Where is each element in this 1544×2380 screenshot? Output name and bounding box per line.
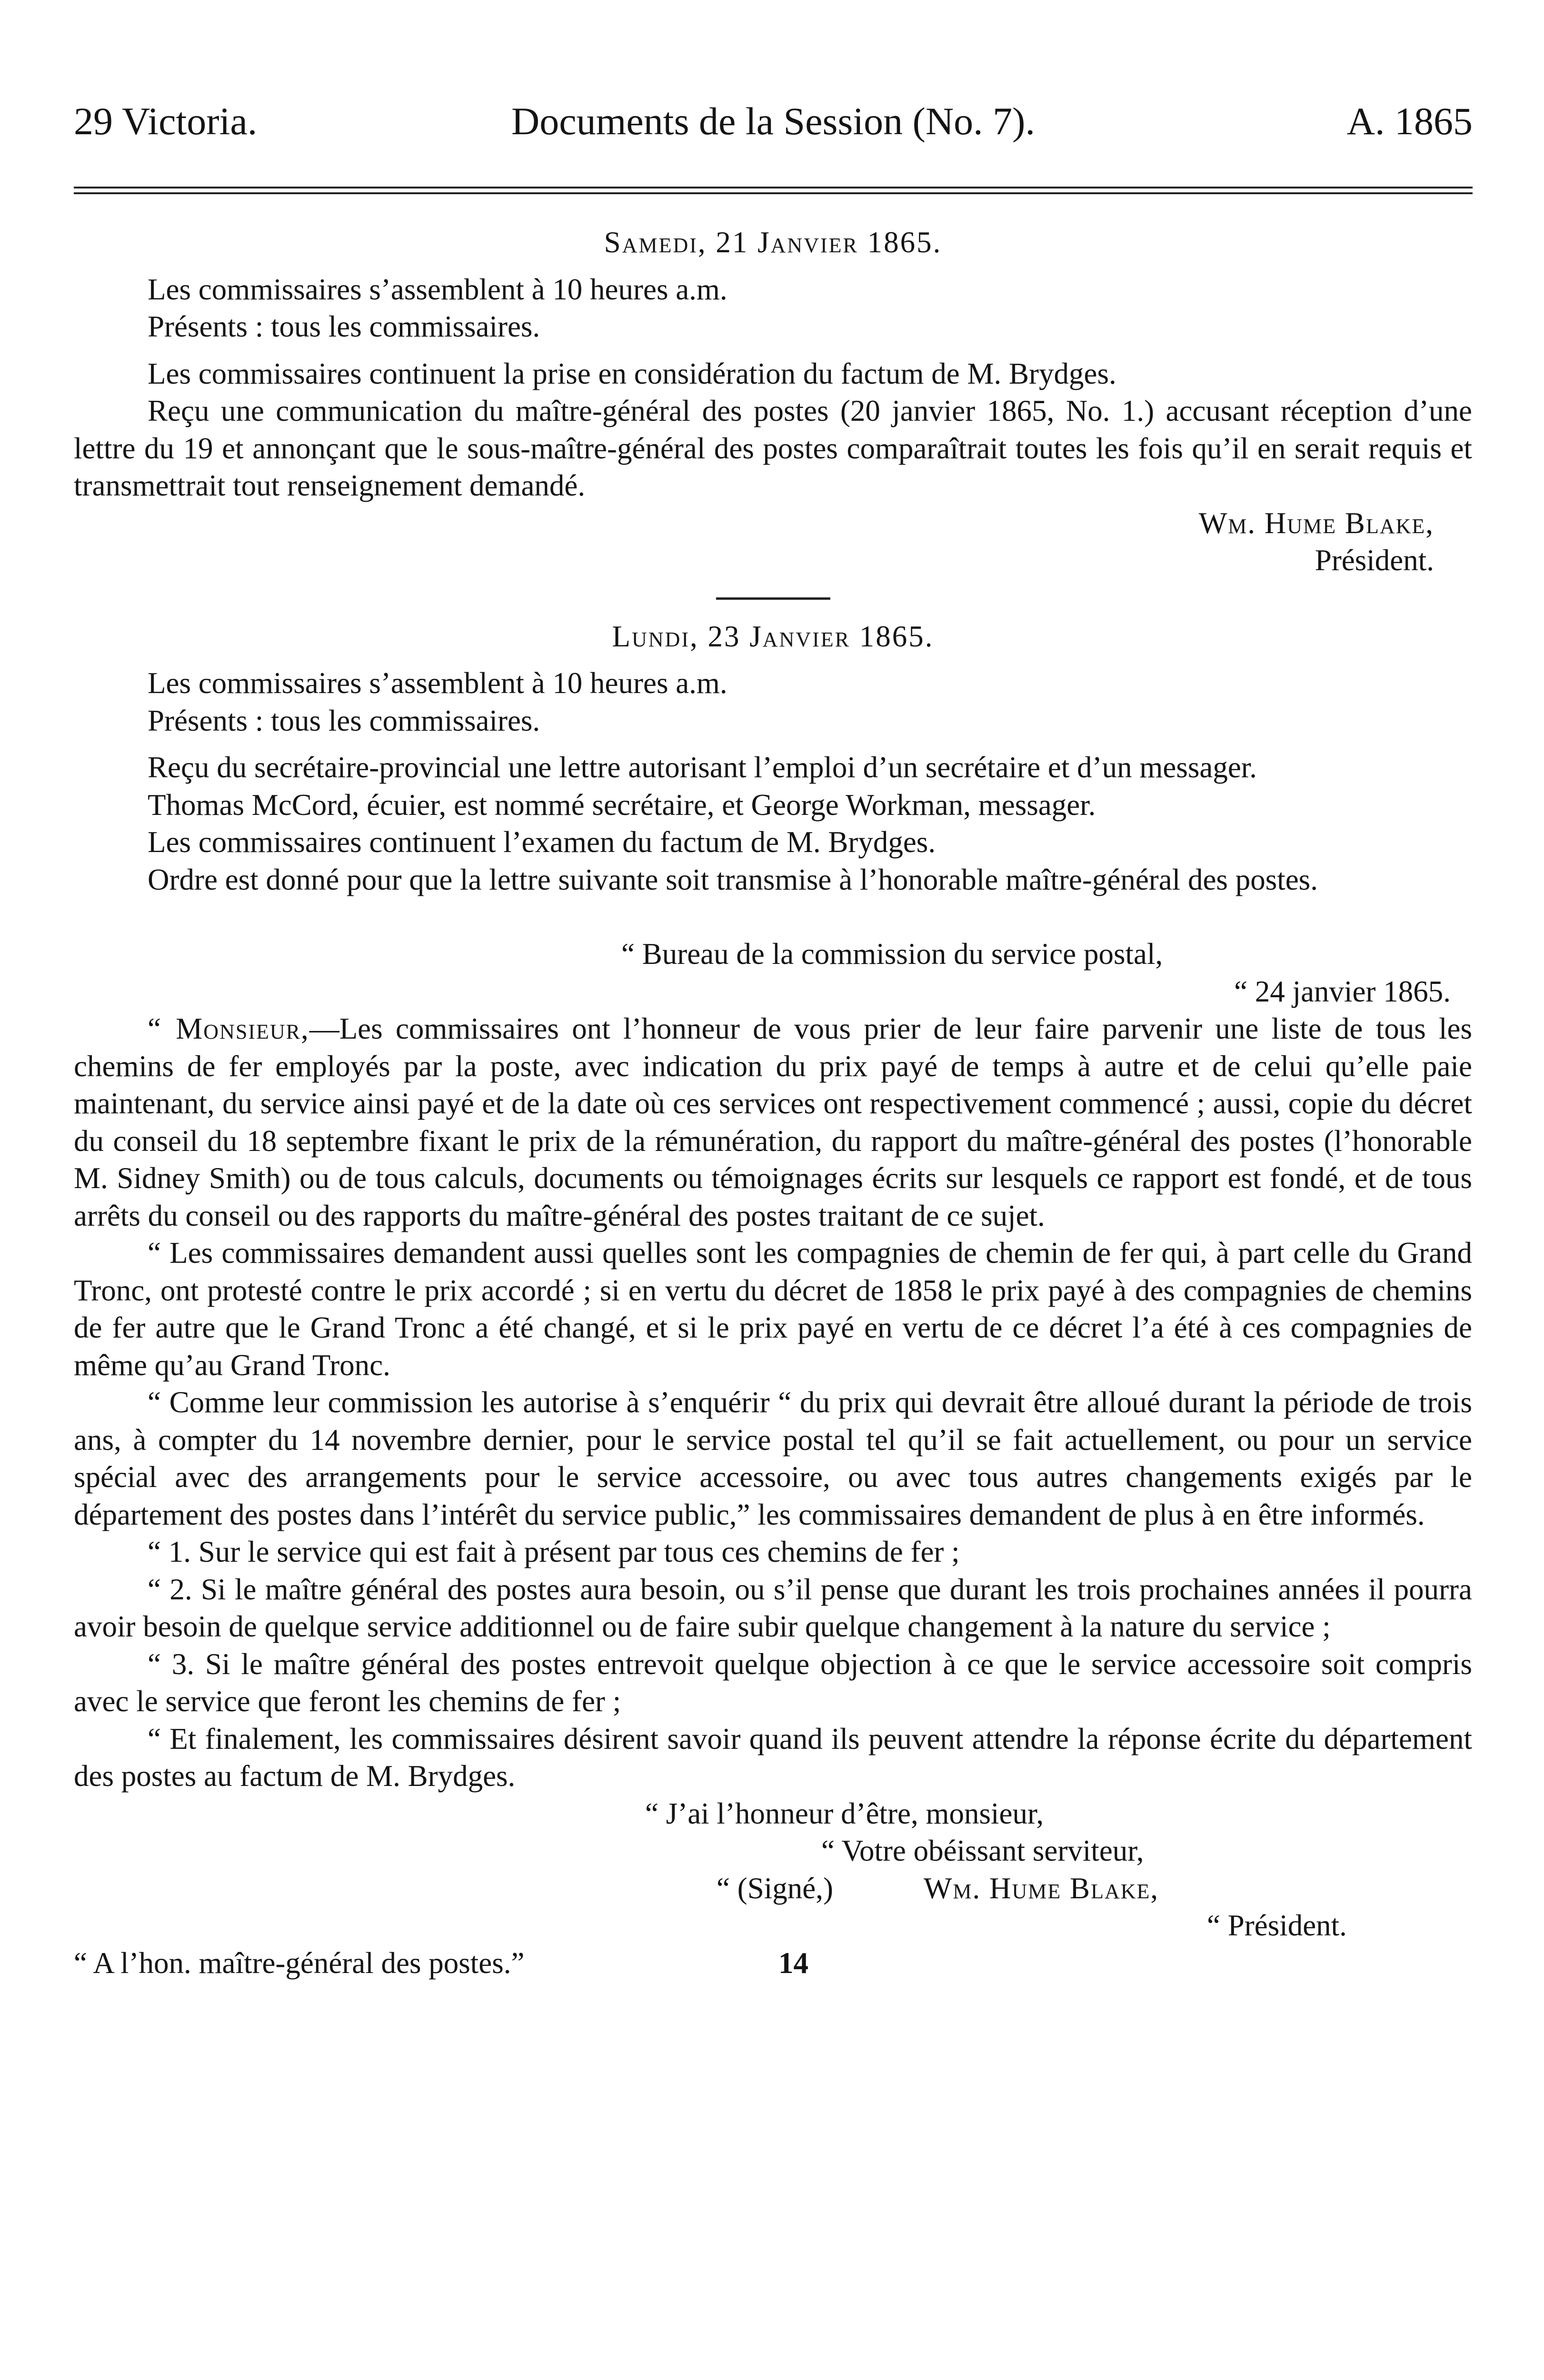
letter-signed-label: “ (Signé,): [717, 1871, 833, 1905]
letter-signature-line: [74, 1870, 1472, 1907]
letter-paragraph-3: “ Comme leur commission les autorise à s’enquérir “ du prix qui devrait être alloué durant la période de trois ans, à compter du 14 novembre dernier, pour le service postal tel qu’il se fait actuellement, ou pour un service spécial avec des arrangements pour le service accessoire, ou avec tous autres changements exigés par le département des postes dans l’intérêt du service public,” les commissaires demandent de plus à en être informés.: [74, 1386, 1472, 1531]
header-title: Documents de la Session (No. 7).: [511, 99, 1035, 143]
lundi-paragraph-4: Ordre est donné pour que la lettre suivante soit transmise à l’honorable maître-général des postes.: [148, 863, 1318, 896]
letter-footer-line: [74, 1944, 1472, 1987]
samedi-paragraph-1: Les commissaires continuent la prise en considération du factum de M. Brydges.: [148, 357, 1116, 390]
letter-item-3: “ 3. Si le maître général des postes entrevoit quelque objection à ce que le service accessoire soit compris avec le service que feront les chemins de fer ;: [74, 1647, 1472, 1718]
letter-item-2: “ 2. Si le maître général des postes aura besoin, ou s’il pense que durant les trois prochaines années il pourra avoir besoin de quelque service additionnel ou de faire subir quelque changement à la nature du service ;: [74, 1572, 1472, 1643]
lundi-line-1: Les commissaires s’assemblent à 10 heures a.m.: [148, 666, 727, 700]
letter-closing-1: “ J’ai l’honneur d’être, monsieur,: [645, 1796, 1044, 1830]
lundi-line-2: Présents : tous les commissaires.: [148, 704, 540, 737]
letter-item-1: “ 1. Sur le service qui est fait à présent par tous ces chemins de fer ;: [148, 1535, 960, 1568]
header-rule-bottom: [74, 192, 1473, 194]
lundi-paragraph-2: Thomas McCord, écuier, est nommé secrétaire, et George Workman, messager.: [148, 788, 1096, 822]
samedi-line-2: Présents : tous les commissaires.: [148, 310, 540, 343]
lundi-heading: Lundi, 23 Janvier 1865.: [612, 619, 934, 653]
letter-signed-name: Wm. Hume Blake,: [923, 1871, 1159, 1905]
letter-paragraph-final: “ Et finalement, les commissaires désirent savoir quand ils peuvent attendre la réponse écrite du département des postes au factum de M. Brydges.: [74, 1722, 1472, 1793]
letter-addressee: “ A l’hon. maître-général des postes.”: [74, 1946, 525, 1980]
letter-paragraph-2: “ Les commissaires demandent aussi quelles sont les compagnies de chemin de fer qui, à part celle du Grand Tronc, ont protesté contre le prix accordé ; si en vertu du décret de 1858 le prix payé à des compagnies de chemins de fer autre que le Grand Tronc a été changé, et si le prix payé en vertu de ce décret l’a été à ces compagnies de même qu’au Grand Tronc.: [74, 1236, 1472, 1382]
samedi-signature-title: Président.: [1315, 544, 1434, 577]
letter-paragraph-1: [74, 1010, 1472, 1234]
letter-address: “ Bureau de la commission du service postal,: [621, 937, 1163, 971]
letter-paragraph-1-text: —Les commissaires ont l’honneur de vous prier de leur faire parvenir une liste de tous les chemins de fer employés par la poste, avec indication du prix payé de temps à autre et de celui qu’elle paie maintenant, du service ainsi payé et de la date où ces services ont respectivement commencé ; aussi, copie du décret du conseil du 18 septembre fixant le prix de la rémunération, du rapport du maître-général des postes (l’honorable M. Sidney Smith) ou de tous calculs, documents ou témoignages écrits sur lesquels ce rapport est fondé, et de tous arrêts du conseil ou des rapports du maître-général des postes traitant de ce sujet.: [74, 1012, 1472, 1232]
running-header: [74, 95, 1473, 148]
letter-date: “ 24 janvier 1865.: [1234, 974, 1451, 1008]
letter-salutation: “ Monsieur,: [148, 1012, 309, 1045]
samedi-signature-name: Wm. Hume Blake,: [1198, 506, 1434, 540]
samedi-line-1: Les commissaires s’assemblent à 10 heures a.m.: [148, 272, 727, 306]
lundi-paragraph-3: Les commissaires continuent l’examen du factum de M. Brydges.: [148, 825, 936, 859]
samedi-paragraph-2: Reçu une communication du maître-général des postes (20 janvier 1865, No. 1.) accusant réception d’une lettre du 19 et annonçant que le sous-maître-général des postes comparaîtrait toutes les fois qu’il en serait requis et transmettrait tout renseignement demandé.: [74, 394, 1472, 502]
header-session: 29 Victoria.: [74, 99, 258, 143]
lundi-paragraph-1: Reçu du secrétaire-provincial une lettre autorisant l’emploi d’un secrétaire et d’un messager.: [148, 751, 1257, 784]
page-number: 14: [778, 1946, 808, 1980]
samedi-heading: Samedi, 21 Janvier 1865.: [604, 226, 942, 259]
letter-closing-2: “ Votre obéissant serviteur,: [821, 1834, 1144, 1867]
document-body: [74, 224, 1472, 1987]
letter-signed-title: “ Président.: [1207, 1909, 1347, 1942]
header-year: A. 1865: [1346, 99, 1473, 143]
header-rule-top: [74, 187, 1473, 188]
section-divider: [716, 597, 830, 600]
